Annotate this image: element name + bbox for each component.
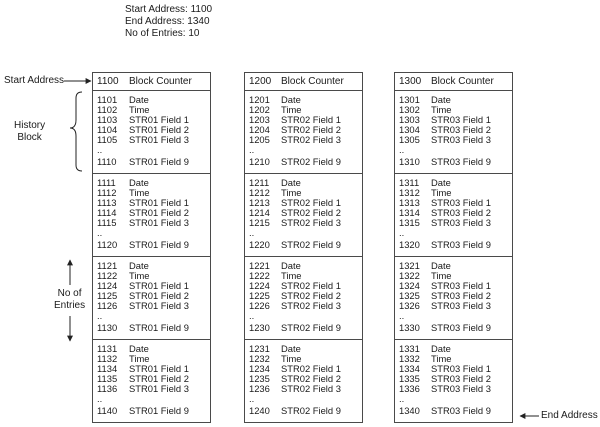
field-label: STR01 Field 2 [129,207,189,218]
history-block-label-line1: History [14,120,46,131]
end-address-info: End Address: 1340 [125,16,210,27]
address: 1312 [399,187,420,198]
block-counter-row [395,73,512,91]
field-label: STR02 Field 1 [281,114,341,125]
address: 1111 [97,177,116,188]
address: 1303 [399,114,420,125]
field-label: STR01 Field 9 [129,405,189,416]
address: 1325 [399,290,420,301]
history-block [93,91,210,174]
entry-row [93,323,210,333]
address: 1205 [249,134,270,145]
address: 1225 [249,290,270,301]
ellipsis-row [395,145,512,155]
address: 1120 [97,239,118,250]
field-label: STR01 Field 1 [129,280,189,291]
entry-row [245,384,362,394]
address: 1224 [249,280,270,291]
ellipsis: .. [97,393,103,404]
field-label: Time [129,270,150,281]
field-label: STR01 Field 9 [129,322,189,333]
field-label: STR02 Field 2 [281,373,341,384]
entry-row [395,218,512,228]
field-label: STR02 Field 3 [281,217,341,228]
ellipsis-row [93,145,210,155]
field-label: Date [281,177,301,188]
entry-row [395,240,512,250]
address: 1234 [249,363,270,374]
address: 1221 [249,260,270,271]
ellipsis: .. [97,144,103,155]
address: 1212 [249,187,270,198]
entry-row [395,406,512,416]
block-counter-entry [395,77,512,87]
address: 1222 [249,270,270,281]
field-label: STR03 Field 9 [431,239,491,250]
entry-row [93,384,210,394]
entry-row [245,301,362,311]
entry-row [395,135,512,145]
address: 1204 [249,124,270,135]
block-counter-row [93,73,210,91]
address: 1334 [399,363,420,374]
address: 1232 [249,353,270,364]
address: 1300 [399,76,422,87]
history-block-brace [70,92,82,171]
address: 1240 [249,405,270,416]
field-label: STR03 Field 2 [431,373,491,384]
entry-row [93,406,210,416]
address: 1302 [399,104,420,115]
field-label: STR01 Field 1 [129,197,189,208]
block-counter-row [245,73,362,91]
address: 1311 [399,177,420,188]
address: 1113 [97,197,117,208]
address: 1125 [97,290,118,301]
field-label: STR01 Field 1 [129,114,189,125]
field-label: STR03 Field 9 [431,156,491,167]
address: 1213 [249,197,270,208]
entry-row [93,135,210,145]
field-label: STR03 Field 1 [431,363,491,374]
address: 1136 [97,383,118,394]
address: 1110 [97,156,117,167]
address: 1124 [97,280,118,291]
field-label: STR01 Field 2 [129,124,189,135]
field-label: STR02 Field 1 [281,363,341,374]
ellipsis: .. [399,393,405,404]
field-label: STR01 Field 9 [129,156,189,167]
entry-row [395,301,512,311]
address: 1132 [97,353,118,364]
memory-column-2 [244,72,363,423]
no-of-entries-label [54,288,85,312]
ellipsis: .. [97,227,103,238]
field-label: STR01 Field 2 [129,373,189,384]
history-block [245,91,362,174]
field-label: Date [431,343,451,354]
field-label: STR02 Field 3 [281,134,341,145]
field-label: STR01 Field 1 [129,363,189,374]
field-label: STR01 Field 9 [129,239,189,250]
address: 1211 [249,177,270,188]
ellipsis-row [245,145,362,155]
address: 1114 [97,207,117,218]
history-block [395,340,512,423]
field-label: STR02 Field 9 [281,239,341,250]
field-label: Time [431,104,452,115]
address: 1105 [97,134,118,145]
entry-row [245,406,362,416]
ellipsis: .. [399,310,405,321]
field-label: Time [129,187,150,198]
entry-row [245,157,362,167]
ellipsis-row [245,394,362,404]
field-label: Date [129,343,149,354]
address: 1121 [97,260,118,271]
address: 1332 [399,353,420,364]
history-block [93,340,210,423]
address: 1112 [97,187,117,198]
field-label: STR02 Field 9 [281,405,341,416]
address: 1336 [399,383,420,394]
entry-row [395,384,512,394]
field-label: STR01 Field 2 [129,290,189,301]
field-label: STR03 Field 1 [431,280,491,291]
field-label: Date [431,177,451,188]
address: 1130 [97,322,118,333]
ellipsis-row [93,311,210,321]
history-block [245,340,362,423]
no-of-entries-label-line2: Entries [54,300,86,311]
address: 1101 [97,94,118,105]
address: 1321 [399,260,420,271]
field-label: STR03 Field 9 [431,405,491,416]
address: 1210 [249,156,270,167]
field-label: Time [281,270,302,281]
address: 1134 [97,363,118,374]
field-label: Date [129,260,149,271]
field-label: STR03 Field 2 [431,124,491,135]
field-label: STR02 Field 1 [281,280,341,291]
start-address-label: Start Address [4,75,65,86]
field-label: Block Counter [431,76,494,87]
address: 1314 [399,207,420,218]
field-label: STR02 Field 3 [281,300,341,311]
address: 1310 [399,156,420,167]
history-block [395,174,512,257]
address: 1330 [399,322,420,333]
field-label: Date [281,94,301,105]
block-counter-entry [93,77,210,87]
address: 1140 [97,405,118,416]
end-address-label: End Address [541,410,598,421]
entry-row [93,301,210,311]
history-block [395,91,512,174]
field-label: STR01 Field 3 [129,300,189,311]
ellipsis: .. [249,227,255,238]
ellipsis: .. [249,144,255,155]
address: 1235 [249,373,270,384]
field-label: Date [281,343,301,354]
entry-row [93,240,210,250]
entry-row [93,218,210,228]
history-block [93,257,210,340]
field-label: Time [431,187,452,198]
entry-row [395,323,512,333]
field-label: STR01 Field 3 [129,134,189,145]
ellipsis: .. [249,393,255,404]
ellipsis-row [93,394,210,404]
address: 1203 [249,114,270,125]
field-label: STR01 Field 3 [129,217,189,228]
address: 1200 [249,76,272,87]
address: 1230 [249,322,270,333]
address: 1135 [97,373,118,384]
field-label: Block Counter [281,76,344,87]
field-label: STR03 Field 9 [431,322,491,333]
field-label: STR02 Field 3 [281,383,341,394]
address: 1226 [249,300,270,311]
address: 1122 [97,270,118,281]
ellipsis: .. [249,310,255,321]
history-block [395,257,512,340]
field-label: STR03 Field 2 [431,207,491,218]
address: 1313 [399,197,420,208]
address: 1100 [97,76,119,87]
field-label: Date [431,260,451,271]
entry-row [245,323,362,333]
address: 1326 [399,300,420,311]
address: 1236 [249,383,270,394]
address: 1315 [399,217,420,228]
header-info [125,4,212,40]
field-label: Time [281,104,302,115]
ellipsis-row [93,228,210,238]
history-block [245,257,362,340]
ellipsis: .. [97,310,103,321]
ellipsis-row [245,311,362,321]
field-label: STR03 Field 3 [431,217,491,228]
field-label: Time [431,270,452,281]
field-label: STR03 Field 3 [431,134,491,145]
address: 1103 [97,114,118,125]
address: 1320 [399,239,420,250]
address: 1202 [249,104,270,115]
field-label: Time [129,353,150,364]
address: 1201 [249,94,270,105]
address: 1324 [399,280,420,291]
memory-column-1 [92,72,211,423]
field-label: Date [281,260,301,271]
address: 1331 [399,343,420,354]
field-label: Time [281,353,302,364]
field-label: Time [281,187,302,198]
no-of-entries-label-line1: No of [57,288,82,299]
field-label: Time [129,104,150,115]
address: 1104 [97,124,118,135]
ellipsis: .. [399,144,405,155]
address: 1231 [249,343,270,354]
address: 1220 [249,239,270,250]
history-block-label [14,120,45,144]
field-label: STR02 Field 9 [281,322,341,333]
block-counter-entry [245,77,362,87]
start-address-info: Start Address: 1100 [125,4,213,15]
ellipsis-row [245,228,362,238]
address: 1322 [399,270,420,281]
address: 1340 [399,405,420,416]
entry-row [245,240,362,250]
address: 1301 [399,94,420,105]
field-label: STR03 Field 1 [431,114,491,125]
address: 1126 [97,300,118,311]
address: 1102 [97,104,118,115]
field-label: Date [129,177,149,188]
entry-row [93,157,210,167]
ellipsis-row [395,311,512,321]
address: 1215 [249,217,270,228]
history-block [245,174,362,257]
field-label: STR02 Field 2 [281,290,341,301]
entry-row [245,135,362,145]
history-block [93,174,210,257]
entry-row [395,157,512,167]
no-of-entries-info: No of Entries: 10 [125,28,200,39]
field-label: Date [431,94,451,105]
ellipsis-row [395,394,512,404]
ellipsis: .. [399,227,405,238]
address: 1214 [249,207,270,218]
field-label: Time [431,353,452,364]
field-label: STR01 Field 3 [129,383,189,394]
address: 1304 [399,124,420,135]
history-block-label-line2: Block [17,132,42,143]
address: 1115 [97,217,117,228]
address: 1305 [399,134,420,145]
field-label: STR03 Field 3 [431,383,491,394]
ellipsis-row [395,228,512,238]
entry-row [245,218,362,228]
address: 1335 [399,373,420,384]
memory-column-3 [394,72,513,423]
field-label: STR02 Field 9 [281,156,341,167]
field-label: STR03 Field 3 [431,300,491,311]
field-label: Date [129,94,149,105]
field-label: STR02 Field 2 [281,207,341,218]
field-label: Block Counter [129,76,192,87]
field-label: STR03 Field 1 [431,197,491,208]
field-label: STR02 Field 1 [281,197,341,208]
address: 1131 [97,343,118,354]
field-label: STR02 Field 2 [281,124,341,135]
field-label: STR03 Field 2 [431,290,491,301]
